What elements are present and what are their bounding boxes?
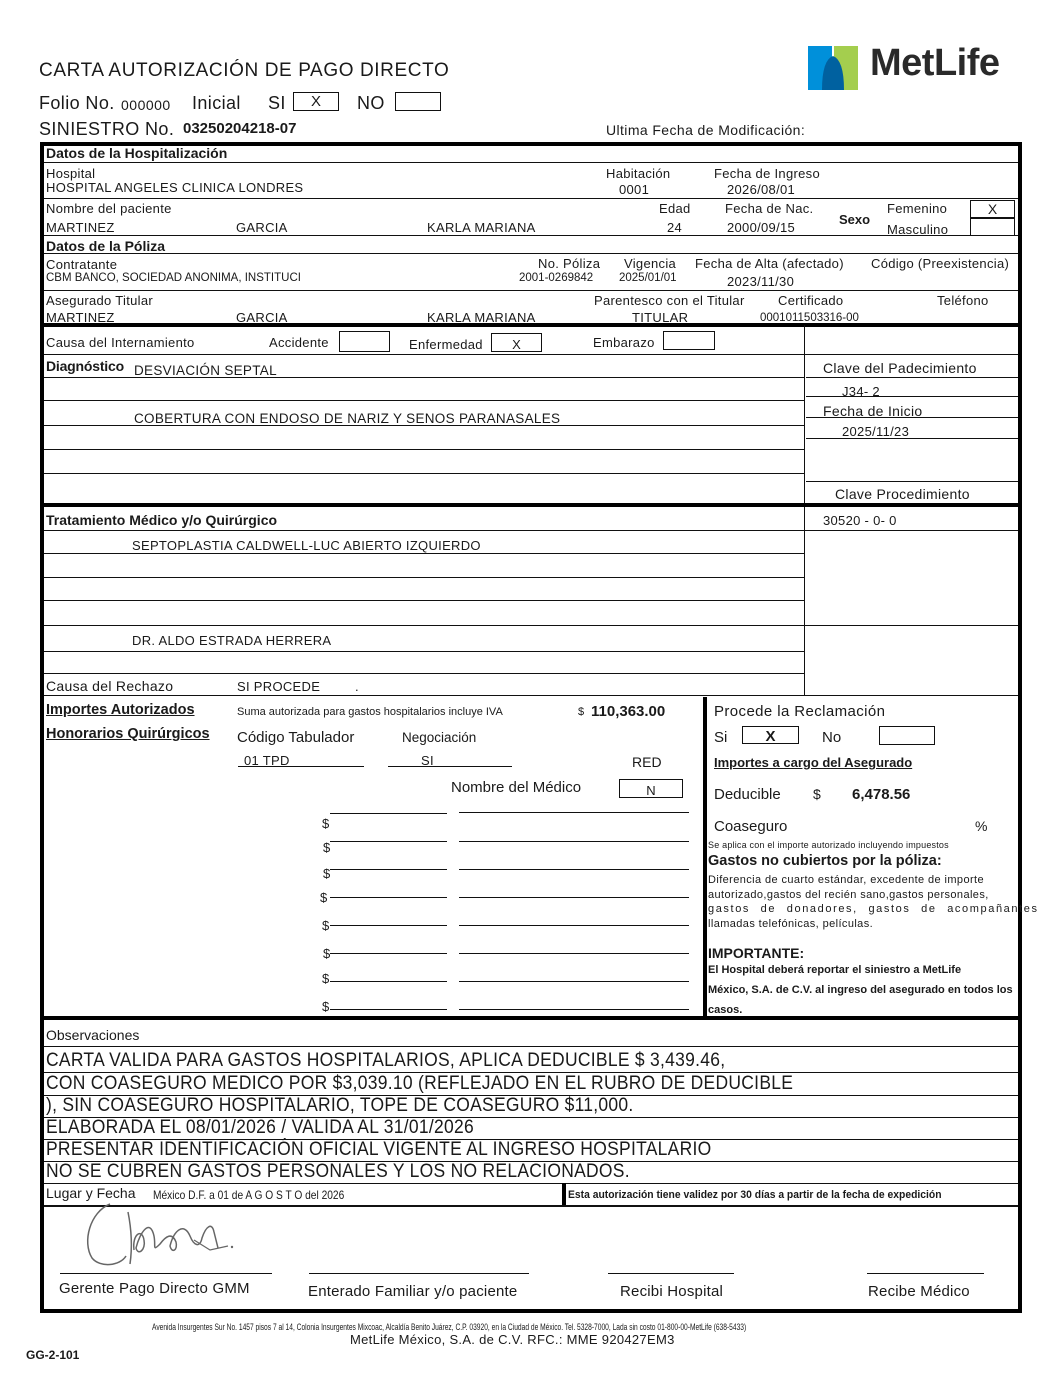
gastos-no-cubiertos-line: autorizado,gastos del recién sano,gastos personales, (708, 889, 989, 901)
red-label: RED (632, 754, 662, 770)
observacion-line: ELABORADA EL 08/01/2026 / VALIDA AL 31/01/2026 (46, 1117, 474, 1138)
metlife-brand-text: MetLife (870, 42, 1000, 84)
importes-cargo-asegurado-label: Importes a cargo del Asegurado (714, 755, 913, 770)
reclamacion-no-checkbox[interactable] (879, 726, 935, 745)
vigencia-value: 2025/01/01 (619, 272, 677, 284)
titular-apellido-paterno: MARTINEZ (46, 310, 115, 325)
gastos-no-cubiertos-line: llamadas telefónicas, películas. (708, 918, 874, 930)
masculino-label: Masculino (887, 222, 949, 237)
clave-procedimiento-value: 30520 - 0- 0 (823, 513, 897, 528)
telefono-label: Teléfono (937, 293, 989, 308)
no-poliza-value: 2001-0269842 (519, 272, 594, 284)
paciente-apellido-paterno: MARTINEZ (46, 220, 115, 235)
dollar-sign: $ (323, 840, 331, 855)
firma-gerente-label: Gerente Pago Directo GMM (59, 1280, 250, 1297)
coaseguro-note: Se aplica con el importe autorizado incluyendo impuestos (708, 840, 949, 850)
inicial-label: Inicial (192, 93, 241, 113)
importante-line: México, S.A. de C.V. al ingreso del asegurado en todos los (708, 984, 1013, 996)
firma-familiar-label: Enterado Familiar y/o paciente (308, 1283, 518, 1300)
deducible-currency: $ (813, 786, 821, 802)
titular-nombre: KARLA MARIANA (427, 310, 536, 325)
negociacion-value: SI (421, 753, 434, 768)
siniestro-value: 03250204218-07 (183, 120, 297, 137)
suma-autorizada-label: Suma autorizada para gastos hospitalarios incluye IVA (237, 706, 503, 718)
accidente-checkbox[interactable] (339, 331, 390, 352)
diagnostico-line-3: COBERTURA CON ENDOSO DE NARIZ Y SENOS PARANASALES (134, 411, 561, 426)
metlife-logo (808, 40, 1018, 90)
firma-hospital-label: Recibi Hospital (620, 1283, 724, 1300)
observaciones-label: Observaciones (46, 1027, 140, 1043)
inicial-no-label: NO (357, 93, 385, 113)
nombre-medico-label: Nombre del Médico (451, 779, 582, 796)
fecha-alta-label: Fecha de Alta (afectado) (695, 256, 844, 271)
titular-apellido-materno: GARCIA (236, 310, 288, 325)
clave-procedimiento-label: Clave Procedimiento (835, 486, 970, 502)
fecha-inicio-value: 2025/11/23 (842, 424, 910, 439)
deducible-value: 6,478.56 (852, 786, 911, 803)
observacion-line: NO SE CUBREN GASTOS PERSONALES Y LOS NO RELACIONADOS. (46, 1161, 630, 1182)
contratante-label: Contratante (46, 257, 118, 272)
section-hospitalizacion-title: Datos de la Hospitalización (46, 145, 228, 161)
fecha-ingreso-label: Fecha de Ingreso (714, 166, 820, 181)
hospital-value: HOSPITAL ANGELES CLINICA LONDRES (46, 180, 304, 195)
siniestro-label: SINIESTRO No. (39, 119, 175, 139)
embarazo-label: Embarazo (593, 335, 655, 350)
diagnostico-label: Diagnóstico (46, 358, 124, 374)
footer-address: Avenida Insurgentes Sur No. 1457 pisos 7 al 14, Colonia Insurgentes Mixcoac, Alcaldía Benito Juárez, C.P. 03920, en la Ciudad de México. Tel. 5328-7000, Lada sin costo 01-800-00-MetLife (638-5433) (152, 1322, 747, 1332)
dollar-sign: $ (322, 971, 330, 986)
suma-currency: $ (578, 706, 585, 718)
edad-value: 24 (667, 220, 683, 235)
dollar-sign: $ (322, 918, 330, 933)
clave-padecimiento-value: J34- 2 (842, 384, 880, 399)
observacion-line: CARTA VALIDA PARA GASTOS HOSPITALARIOS, APLICA DEDUCIBLE $ 3,439.46, (46, 1050, 726, 1071)
habitacion-value: 0001 (619, 182, 650, 197)
coaseguro-percent: % (975, 818, 988, 834)
edad-label: Edad (659, 201, 691, 216)
codigo-preexistencia-label: Código (Preexistencia) (871, 256, 1010, 271)
paciente-apellido-materno: GARCIA (236, 220, 288, 235)
signature-image (80, 1192, 240, 1272)
lugar-fecha-label: Lugar y Fecha (46, 1185, 136, 1201)
importante-line: casos. (708, 1004, 743, 1016)
enfermedad-label: Enfermedad (409, 337, 483, 352)
accidente-label: Accidente (269, 335, 329, 350)
tratamiento-line-1: SEPTOPLASTIA CALDWELL-LUC ABIERTO IZQUIERDO (132, 538, 481, 553)
fecha-alta-value: 2023/11/30 (727, 274, 795, 289)
metlife-logo-icon (808, 42, 858, 90)
clave-padecimiento-label: Clave del Padecimiento (823, 360, 977, 376)
tratamiento-label: Tratamiento Médico y/o Quirúrgico (46, 512, 278, 528)
fecha-nac-label: Fecha de Nac. (725, 201, 814, 216)
importes-autorizados-label: Importes Autorizados (46, 702, 195, 718)
paciente-nombre: KARLA MARIANA (427, 220, 536, 235)
honorarios-quirurgicos-label: Honorarios Quirúrgicos (46, 726, 210, 742)
reclamacion-si-checkbox[interactable]: X (742, 726, 799, 744)
folio-label: Folio No. (39, 93, 115, 113)
femenino-checkbox[interactable]: X (970, 200, 1015, 218)
tratamiento-medico-nombre: DR. ALDO ESTRADA HERRERA (132, 633, 332, 648)
hospital-label: Hospital (46, 166, 96, 181)
fecha-nac-value: 2000/09/15 (727, 220, 796, 235)
certificado-value: 0001011503316-00 (760, 312, 859, 324)
folio-value: 000000 (121, 97, 171, 113)
gastos-no-cubiertos-line: gastos de donadores, gastos de acompañantes (708, 903, 1039, 915)
document-title: CARTA AUTORIZACIÓN DE PAGO DIRECTO (39, 60, 450, 81)
causa-rechazo-dot: . (355, 679, 359, 694)
ultima-fecha-label: Ultima Fecha de Modificación: (606, 122, 806, 138)
diagnostico-line-1: DESVIACIÓN SEPTAL (134, 363, 277, 378)
importante-line: El Hospital deberá reportar el siniestro a MetLife (708, 964, 962, 976)
no-poliza-label: No. Póliza (538, 256, 601, 271)
certificado-label: Certificado (778, 293, 844, 308)
causa-internamiento-label: Causa del Internamiento (46, 335, 195, 350)
fecha-inicio-label: Fecha de Inicio (823, 403, 923, 419)
footer-company: MetLife México, S.A. de C.V. RFC.: MME 920427EM3 (350, 1332, 675, 1347)
causa-rechazo-label: Causa del Rechazo (46, 678, 174, 694)
form-code: GG-2-101 (26, 1348, 80, 1362)
firma-medico-label: Recibe Médico (868, 1283, 970, 1300)
inicial-si-label: SI (268, 93, 286, 113)
sexo-label: Sexo (839, 212, 871, 227)
coaseguro-label: Coaseguro (714, 818, 788, 835)
dollar-sign: $ (323, 866, 331, 881)
causa-rechazo-value: SI PROCEDE (237, 679, 321, 694)
fecha-ingreso-value: 2026/08/01 (727, 182, 796, 197)
reclamacion-no-label: No (822, 729, 842, 746)
codigo-tabulador-value: 01 TPD (244, 753, 290, 768)
dollar-sign: $ (322, 816, 330, 831)
parentesco-label: Parentesco con el Titular (594, 293, 745, 308)
gastos-no-cubiertos-line: Diferencia de cuarto estándar, excedente de importe (708, 874, 984, 886)
observacion-line: PRESENTAR IDENTIFICACIÓN OFICIAL VIGENTE AL INGRESO HOSPITALARIO (46, 1139, 712, 1160)
parentesco-value: TITULAR (632, 310, 689, 325)
paciente-label: Nombre del paciente (46, 201, 172, 216)
red-value-box[interactable]: N (619, 779, 683, 798)
section-poliza-title: Datos de la Póliza (46, 238, 166, 254)
masculino-checkbox[interactable] (970, 218, 1015, 236)
negociacion-label: Negociación (402, 730, 477, 745)
dollar-sign: $ (323, 946, 331, 961)
suma-autorizada-value: 110,363.00 (591, 703, 666, 720)
vigencia-label: Vigencia (624, 256, 677, 271)
inicial-no-checkbox[interactable] (395, 92, 441, 111)
validez-text: Esta autorización tiene validez por 30 días a partir de la fecha de expedición (568, 1189, 942, 1201)
enfermedad-checkbox[interactable]: X (491, 333, 542, 352)
inicial-si-checkbox[interactable]: X (293, 92, 339, 111)
deducible-label: Deducible (714, 786, 781, 803)
codigo-tabulador-label: Código Tabulador (237, 729, 355, 746)
femenino-label: Femenino (887, 201, 948, 216)
embarazo-checkbox[interactable] (663, 331, 715, 350)
procede-reclamacion-label: Procede la Reclamación (714, 703, 886, 720)
observacion-line: ), SIN COASEGURO HOSPITALARIO, TOPE DE COASEGURO $11,000. (46, 1095, 634, 1116)
habitacion-label: Habitación (606, 166, 671, 181)
titular-label: Asegurado Titular (46, 293, 153, 308)
lugar-fecha-value: México D.F. a 01 de A G O S T O del 2026 (153, 1188, 345, 1202)
reclamacion-si-label: Si (714, 729, 728, 746)
observacion-line: CON COASEGURO MEDICO POR $3,039.10 (REFLEJADO EN EL RUBRO DE DEDUCIBLE (46, 1073, 794, 1094)
dollar-sign: $ (322, 999, 330, 1014)
importante-title: IMPORTANTE: (708, 945, 805, 961)
contratante-value: CBM BANCO, SOCIEDAD ANONIMA, INSTITUCI (46, 272, 301, 284)
dollar-sign: $ (320, 890, 328, 905)
gastos-no-cubiertos-title: Gastos no cubiertos por la póliza: (708, 853, 942, 869)
